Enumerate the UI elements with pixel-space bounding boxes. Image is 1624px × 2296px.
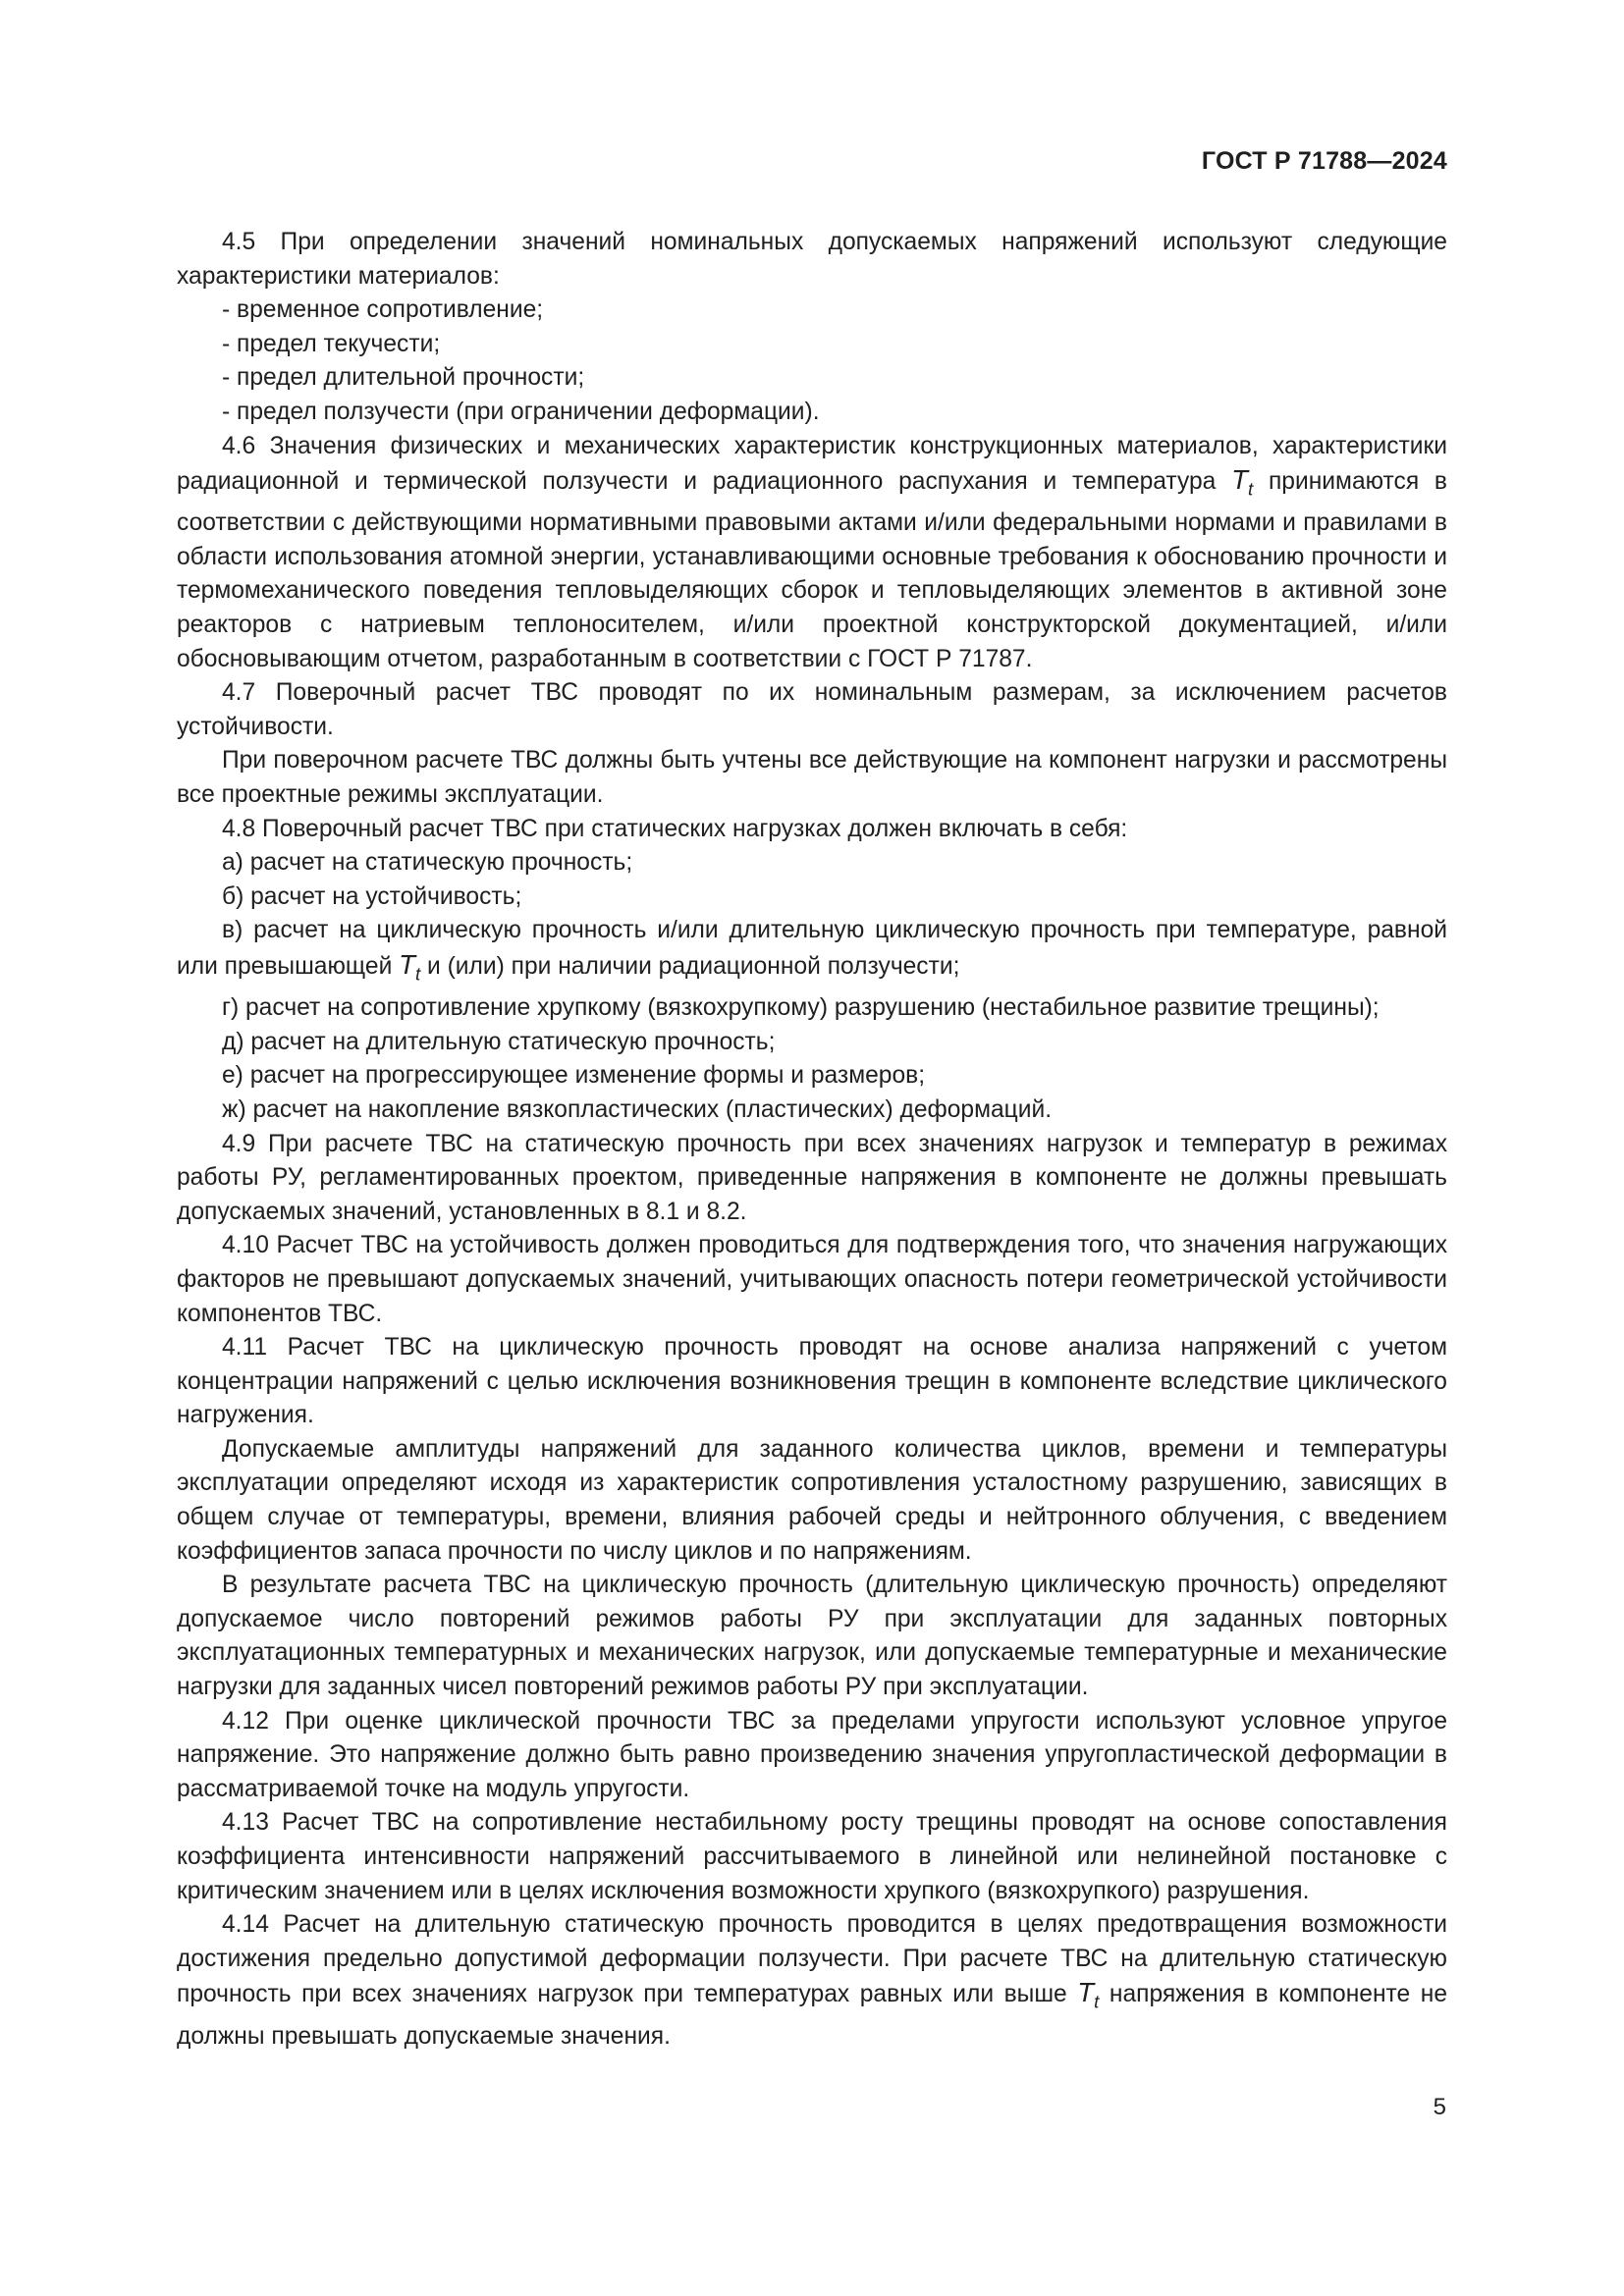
list-item: - временное сопротивление; xyxy=(222,296,544,324)
clause-4-6-part-b: принимаются в соответствии с действующими нормативными правовыми актами и/или федеральными нормами и правилами в области использования атомной энергии, устанавливающими основные требования к обоснованию прочности и термомеханического поведения тепловыделяющих сборок и тепловыделяющих элементов в активной зоне реакторов с натриевым теплоносителем, и/или проектной конструкторской документацией, и/или обосновывающим отчетом, разработанным в соответствии с ГОСТ Р 71787. xyxy=(177,468,1447,672)
clause-4-6-part-a: 4.6 Значения физических и механических характеристик конструкционных материалов, характеристики радиационной и термической ползучести и радиационного распухания и температура xyxy=(177,432,1447,496)
temperature-symbol: $T_t$ xyxy=(399,949,421,985)
document-header: ГОСТ Р 71788—2024 xyxy=(1201,147,1447,175)
clause-4-11: 4.11 Расчет ТВС на циклическую прочность проводят на основе анализа напряжений с учетом концентрации напряжений с целью исключения возникновения трещин в компоненте вследствие циклического нагружения. xyxy=(177,1334,1447,1429)
clause-4-8-item-v-part-b: и (или) при наличии радиационной ползучести; xyxy=(427,953,960,981)
clause-4-8-item-e: е) расчет на прогрессирующее изменение формы и размеров; xyxy=(222,1062,926,1090)
document-body xyxy=(177,226,1447,2054)
clause-4-14-part-b: напряжения в компоненте не должны превышать допускаемые значения. xyxy=(177,1981,1447,2050)
clause-4-10: 4.10 Расчет ТВС на устойчивость должен проводиться для подтверждения того, что значения нагружающих факторов не превышают допускаемых значений, учитывающих опасность потери геометрической устойчивости компонентов ТВС. xyxy=(177,1232,1447,1327)
temperature-symbol: $T_t$ xyxy=(1077,1977,1100,2012)
clause-4-13: 4.13 Расчет ТВС на сопротивление нестабильному росту трещины проводят на основе сопоставления коэффициента интенсивности напряжений рассчитываемого в линейной или нелинейной постановке с критическим значением или в целях исключения возможности хрупкого (вязкохрупкого) разрушения. xyxy=(177,1809,1447,1904)
clause-4-11-paragraph-3: В результате расчета ТВС на циклическую прочность (длительную циклическую прочность) определяют допускаемое число повторений режимов работы РУ при эксплуатации для заданных повторных эксплуатационных температурных и механических нагрузок, или допускаемые температурные и механические нагрузки для заданных чисел повторений режимов работы РУ при эксплуатации. xyxy=(177,1572,1447,1701)
clause-4-8-item-g: г) расчет на сопротивление хрупкому (вязкохрупкому) разрушению (нестабильное развитие трещины); xyxy=(222,994,1380,1022)
clause-4-8: 4.8 Поверочный расчет ТВС при статических нагрузках должен включать в себя: xyxy=(222,815,1128,842)
clause-4-8-item-a: а) расчет на статическую прочность; xyxy=(222,849,633,877)
clause-4-8-item-b: б) расчет на устойчивость; xyxy=(222,882,522,910)
clause-4-9: 4.9 При расчете ТВС на статическую прочность при всех значениях нагрузок и температур в режимах работы РУ, регламентированных проектом, приведенные напряжения в компоненте не должны превышать допускаемых значений, установленных в 8.1 и 8.2. xyxy=(177,1130,1447,1225)
list-item: - предел длительной прочности; xyxy=(222,364,585,392)
clause-4-6 xyxy=(177,430,1447,677)
list-item: - предел текучести; xyxy=(222,330,441,357)
clause-4-7-paragraph-2: При поверочном расчете ТВС должны быть учтены все действующие на компонент нагрузки и рассмотрены все проектные режимы эксплуатации. xyxy=(177,747,1447,809)
clause-4-12: 4.12 При оценке циклической прочности ТВС за пределами упругости используют условное упругое напряжение. Это напряжение должно быть равно произведению значения упругопластической деформации в рассматриваемой точке на модуль упругости. xyxy=(177,1707,1447,1802)
page-number: 5 xyxy=(1433,2094,1446,2120)
clause-4-5: 4.5 При определении значений номинальных допускаемых напряжений используют следующие характеристики материалов: xyxy=(177,229,1447,290)
clause-4-14-part-a: 4.14 Расчет на длительную статическую прочность проводится в целях предотвращения возможности достижения предельно допустимой деформации ползучести. При расчете ТВС на длительную статическую прочность при всех значениях нагрузок при температурах равных или выше xyxy=(177,1911,1447,2008)
clause-4-8-item-v-part-a: в) расчет на циклическую прочность и/или длительную циклическую прочность при температуре, равной или превышающей xyxy=(177,917,1447,981)
clause-4-11-paragraph-2: Допускаемые амплитуды напряжений для заданного количества циклов, времени и температуры эксплуатации определяют исходя из характеристик сопротивления усталостному разрушению, зависящих в общем случае от температуры, времени, влияния рабочей среды и нейтронного облучения, с введением коэффициентов запаса прочности по числу циклов и по напряжениям. xyxy=(177,1435,1447,1565)
list-item: - предел ползучести (при ограничении деформации). xyxy=(222,398,820,425)
clause-4-7: 4.7 Поверочный расчет ТВС проводят по их номинальным размерам, за исключением расчетов устойчивости. xyxy=(177,679,1447,740)
clause-4-8-item-d: д) расчет на длительную статическую прочность; xyxy=(222,1028,776,1055)
clause-4-14 xyxy=(177,1908,1447,2054)
clause-4-8-item-v xyxy=(177,914,1447,991)
temperature-symbol: $T_t$ xyxy=(1231,464,1254,500)
clause-4-8-item-zh: ж) расчет на накопление вязкопластических (пластических) деформаций. xyxy=(222,1095,1053,1123)
